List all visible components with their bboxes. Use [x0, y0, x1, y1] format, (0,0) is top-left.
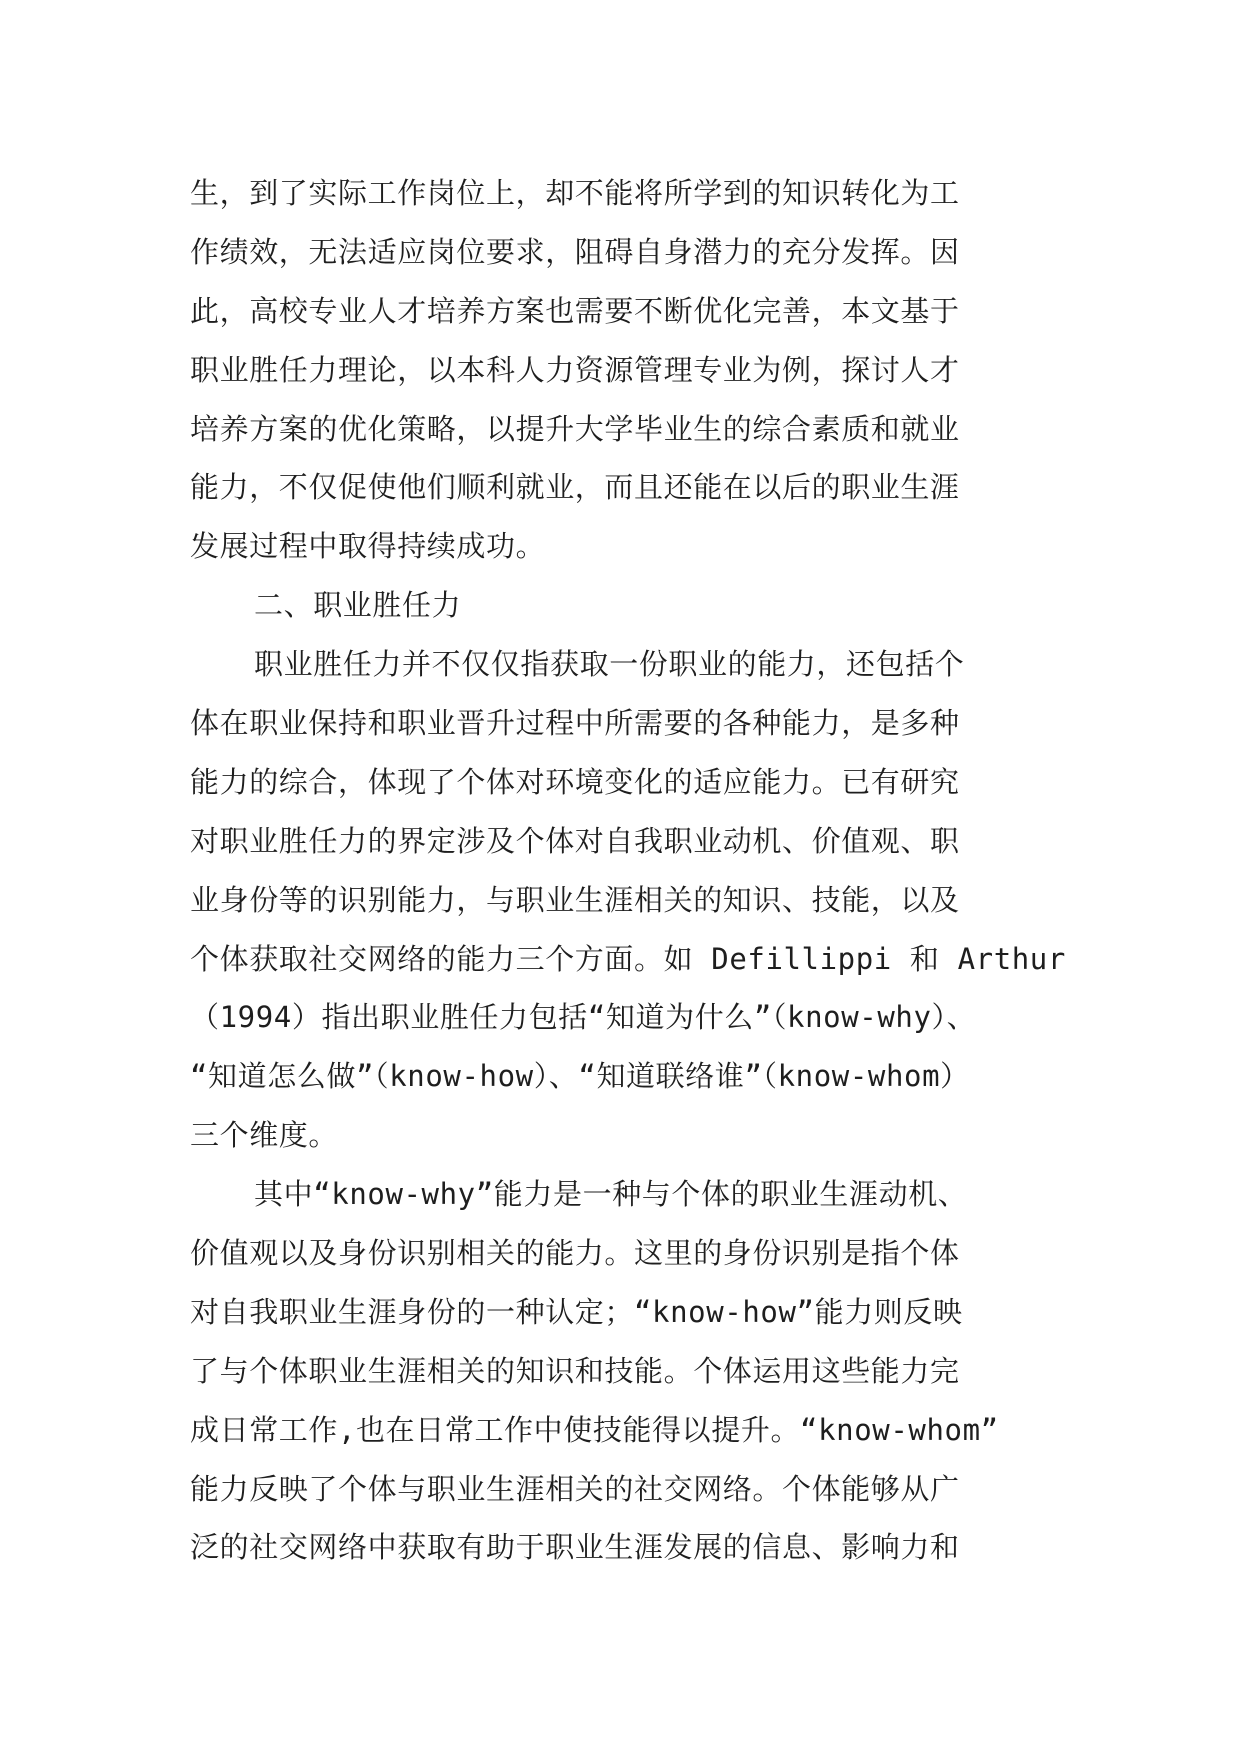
text-line: 成日常工作,也在日常工作中使技能得以提升。“know-whom” [190, 1412, 999, 1447]
body-text [190, 164, 1070, 1577]
text-line: 其中“know-why”能力是一种与个体的职业生涯动机、 [254, 1177, 968, 1212]
text-line: 对职业胜任力的界定涉及个体对自我职业动机、价值观、职 [190, 823, 960, 858]
text-line: 能力的综合，体现了个体对环境变化的适应能力。已有研究 [190, 764, 960, 799]
text-line: 个体获取社交网络的能力三个方面。如 Defillippi 和 Arthur [190, 941, 1066, 976]
text-line: 职业胜任力并不仅仅指获取一份职业的能力，还包括个 [254, 647, 965, 682]
text-line: 发展过程中取得持续成功。 [190, 529, 546, 564]
text-line: 此，高校专业人才培养方案也需要不断优化完善，本文基于 [190, 293, 960, 328]
text-line: “知道怎么做”（know-how）、“知道联络谁”（know-whom） [190, 1059, 970, 1094]
text-line: 作绩效，无法适应岗位要求，阻碍自身潜力的充分发挥。因 [190, 234, 960, 269]
text-line: 对自我职业生涯身份的一种认定；“know-how”能力则反映 [190, 1294, 963, 1329]
text-line: 了与个体职业生涯相关的知识和技能。个体运用这些能力完 [190, 1353, 960, 1388]
text-line: 业身份等的识别能力，与职业生涯相关的知识、技能，以及 [190, 882, 960, 917]
text-line: 能力，不仅促使他们顺利就业，而且还能在以后的职业生涯 [190, 470, 960, 505]
section-heading: 二、职业胜任力 [254, 588, 462, 623]
text-line: （1994）指出职业胜任力包括“知道为什么”（know-why）、 [190, 1000, 977, 1035]
text-line: 能力反映了个体与职业生涯相关的社交网络。个体能够从广 [190, 1471, 960, 1506]
text-line: 生，到了实际工作岗位上，却不能将所学到的知识转化为工 [190, 176, 960, 210]
text-line: 职业胜任力理论，以本科人力资源管理专业为例，探讨人才 [190, 352, 960, 387]
text-line: 体在职业保持和职业晋升过程中所需要的各种能力，是多种 [190, 706, 960, 741]
text-line: 三个维度。 [190, 1118, 339, 1153]
text-line: 培养方案的优化策略，以提升大学毕业生的综合素质和就业 [190, 411, 960, 446]
text-line: 价值观以及身份识别相关的能力。这里的身份识别是指个体 [190, 1236, 960, 1271]
text-line: 泛的社交网络中获取有助于职业生涯发展的信息、影响力和 [190, 1530, 960, 1565]
